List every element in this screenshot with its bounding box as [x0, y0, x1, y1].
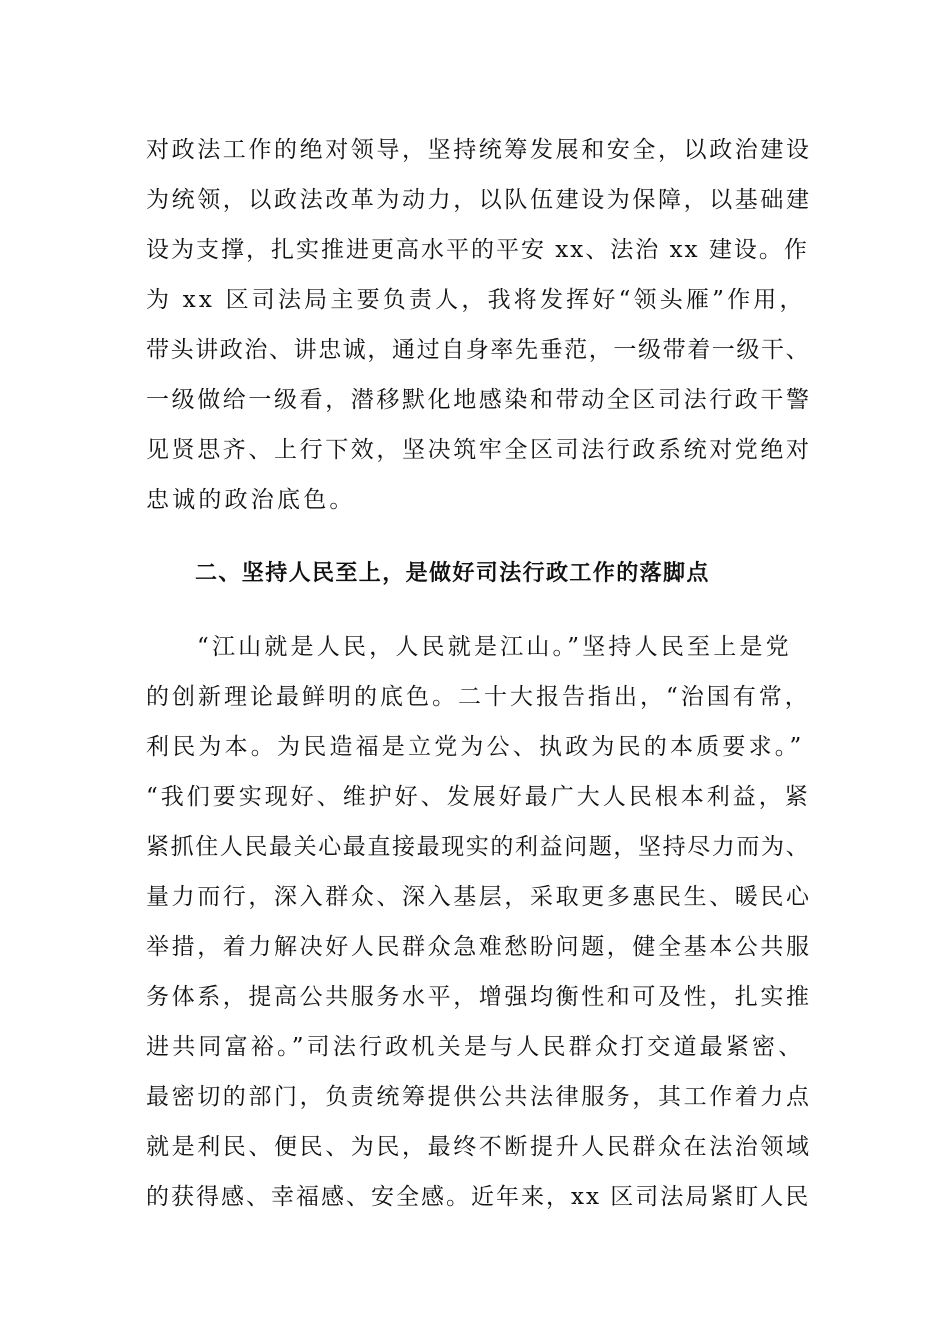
paragraph-2-line-9: 进共同富裕。”司法行政机关是与人民群众打交道最紧密、: [146, 1034, 805, 1060]
paragraph-2-line-1: “江山就是人民，人民就是江山。”坚持人民至上是党: [197, 634, 792, 660]
paragraph-1-line-1: 对政法工作的绝对领导，坚持统筹发展和安全，以政治建设: [146, 137, 812, 163]
paragraph-1-line-7: 见贤思齐、上行下效，坚决筑牢全区司法行政系统对党绝对: [146, 437, 812, 463]
paragraph-2-line-2: 的创新理论最鲜明的底色。二十大报告指出，“治国有常，: [146, 684, 811, 710]
paragraph-2-line-3: 利民为本。为民造福是立党为公、执政为民的本质要求。”: [146, 734, 805, 760]
paragraph-1-line-3: 设为支撑，扎实推进更高水平的平安 xx、法治 xx 建设。作: [146, 237, 809, 263]
paragraph-2-line-6: 量力而行，深入群众、深入基层，采取更多惠民生、暖民心: [146, 884, 812, 910]
paragraph-2-line-4: “我们要实现好、维护好、发展好最广大人民根本利益，紧: [146, 784, 811, 810]
paragraph-2-line-7: 举措，着力解决好人民群众急难愁盼问题，健全基本公共服: [146, 934, 812, 960]
paragraph-1-line-4: 为 xx 区司法局主要负责人，我将发挥好“领头雁”作用，: [146, 287, 806, 313]
paragraph-2-line-5: 紧抓住人民最关心最直接最现实的利益问题，坚持尽力而为、: [146, 834, 811, 860]
paragraph-1-line-2: 为统领，以政法改革为动力，以队伍建设为保障，以基础建: [146, 187, 812, 213]
paragraph-2-line-8: 务体系，提高公共服务水平，增强均衡性和可及性，扎实推: [146, 984, 812, 1010]
paragraph-1-line-8: 忠诚的政治底色。: [146, 487, 356, 513]
paragraph-1-line-6: 一级做给一级看，潜移默化地感染和带动全区司法行政干警: [146, 387, 812, 413]
paragraph-2-line-11: 就是利民、便民、为民，最终不断提升人民群众在法治领域: [146, 1134, 812, 1160]
paragraph-2-line-12: 的获得感、幸福感、安全感。近年来，xx 区司法局紧盯人民: [146, 1184, 811, 1210]
section-heading: 二、坚持人民至上，是做好司法行政工作的落脚点: [195, 561, 710, 586]
paragraph-1-line-5: 带头讲政治、讲忠诚，通过自身率先垂范，一级带着一级干、: [146, 337, 811, 363]
paragraph-2-line-10: 最密切的部门，负责统筹提供公共法律服务，其工作着力点: [146, 1084, 812, 1110]
